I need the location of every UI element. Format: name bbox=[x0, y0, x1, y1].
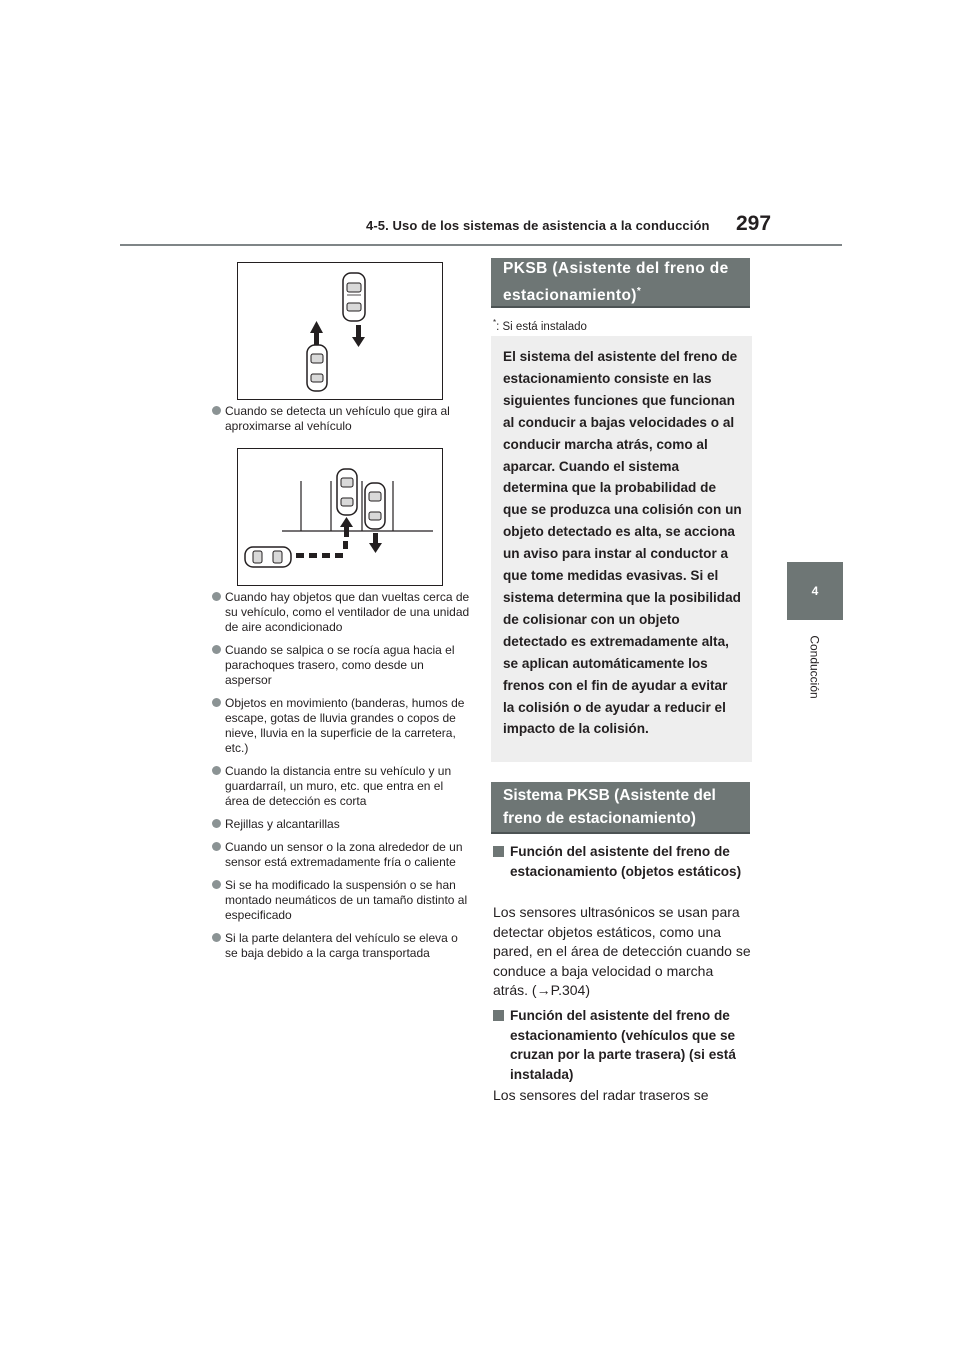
square-bullet-icon bbox=[493, 846, 504, 857]
figure-turning-vehicle bbox=[237, 262, 443, 400]
car-top-view bbox=[343, 273, 365, 321]
list-item: Rejillas y alcantarillas bbox=[212, 817, 470, 832]
bullet-icon bbox=[212, 819, 221, 828]
turning-vehicle-illustration bbox=[238, 263, 442, 399]
arrow-up-icon bbox=[340, 517, 353, 537]
subheading-static-objects: Función del asistente del freno de estacionamiento (objetos estáticos) bbox=[493, 842, 751, 881]
list-item: Si la parte delantera del vehículo se eleva o se baja debido a la carga transportada bbox=[212, 931, 470, 961]
paragraph-static-objects: Los sensores ultrasónicos se usan para detectar objetos estáticos, como una pared, en el área de detección cuando se conduce a baja velocidad o marcha atrás. (→P.304) bbox=[493, 904, 751, 998]
list-item: Cuando hay objetos que dan vueltas cerca de su vehículo, como el ventilador de una unidad de aire acondicionado bbox=[212, 590, 470, 635]
chapter-tab[interactable] bbox=[787, 562, 843, 620]
bullet-icon bbox=[212, 933, 221, 942]
bullet-icon bbox=[212, 406, 221, 415]
bullet-icon bbox=[212, 842, 221, 851]
car-top-view-reversing bbox=[365, 483, 385, 529]
chapter-label bbox=[780, 632, 850, 702]
condition-list bbox=[212, 590, 470, 969]
bullet-icon bbox=[212, 592, 221, 601]
caption-1 bbox=[212, 404, 470, 442]
list-item: Cuando un sensor o la zona alrededor de un sensor está extremadamente fría o caliente bbox=[212, 840, 470, 870]
list-item: Cuando se detecta un vehículo que gira al aproximarse al vehículo bbox=[212, 404, 470, 434]
summary-box bbox=[491, 336, 752, 762]
chapter-number: 4 bbox=[811, 584, 819, 598]
bullet-icon bbox=[212, 698, 221, 707]
parking-lot-illustration bbox=[238, 449, 442, 585]
list-item: Objetos en movimiento (banderas, humos de escape, gotas de lluvia grandes o copos de nieve, lluvia en la superficie de la carretera, etc.) bbox=[212, 696, 470, 756]
list-item: Cuando se salpica o se rocía agua hacia el parachoques trasero, como desde un aspersor bbox=[212, 643, 470, 688]
arrow-up-icon bbox=[310, 321, 323, 345]
list-item: Cuando la distancia entre su vehículo y un guardarraíl, un muro, etc. que entra en el área de detección es corta bbox=[212, 764, 470, 809]
car-side-view bbox=[245, 547, 291, 567]
subheading-crossing-vehicles: Función del asistente del freno de estacionamiento (vehículos que se cruzan por la parte trasera) (si está instalada) bbox=[493, 1006, 751, 1084]
pksb-section-banner: PKSB (Asistente del freno de estacionamiento)* bbox=[491, 258, 750, 308]
footnote: *: Si está instalado bbox=[493, 318, 587, 333]
bullet-icon bbox=[212, 645, 221, 654]
figure-parking-lot bbox=[237, 448, 443, 586]
page-number: 297 bbox=[736, 212, 772, 235]
list-item: Si se ha modificado la suspensión o se han montado neumáticos de un tamaño distinto al especificado bbox=[212, 878, 470, 923]
car-top-view bbox=[337, 469, 357, 515]
paragraph-crossing-vehicles: Los sensores del radar traseros se bbox=[493, 1087, 709, 1103]
chapter-label-text: Conducción bbox=[808, 635, 822, 699]
header-divider bbox=[120, 244, 842, 246]
system-section-banner: Sistema PKSB (Asistente del freno de estacionamiento) bbox=[491, 782, 750, 834]
square-bullet-icon bbox=[493, 1010, 504, 1021]
bullet-icon bbox=[212, 766, 221, 775]
arrow-down-icon bbox=[352, 325, 365, 347]
bullet-icon bbox=[212, 880, 221, 889]
summary-text: El sistema del asistente del freno de estacionamiento consiste en las siguientes funciones que funcionan al conducir a bajas velocidades o al conducir marcha atrás, como al aparcar. Cuando el sistema determina que la probabilidad de que se produzca una colisión con un objeto detectado es alta, se acciona un aviso para instar al conductor a que tome medidas evasivas. Si el sistema determina que la posibilidad de colisionar con un objeto detectado es extremadamente alta, se aplican automáticamente los frenos con el fin de ayudar a evitar la colisión o de ayudar a reducir el impacto de la colisión. bbox=[503, 349, 742, 737]
arrow-down-icon bbox=[369, 533, 382, 553]
dashed-path-icon bbox=[296, 541, 348, 558]
car-top-view-approaching bbox=[307, 345, 327, 391]
section-title: 4-5. Uso de los sistemas de asistencia a la conducción bbox=[366, 218, 710, 233]
